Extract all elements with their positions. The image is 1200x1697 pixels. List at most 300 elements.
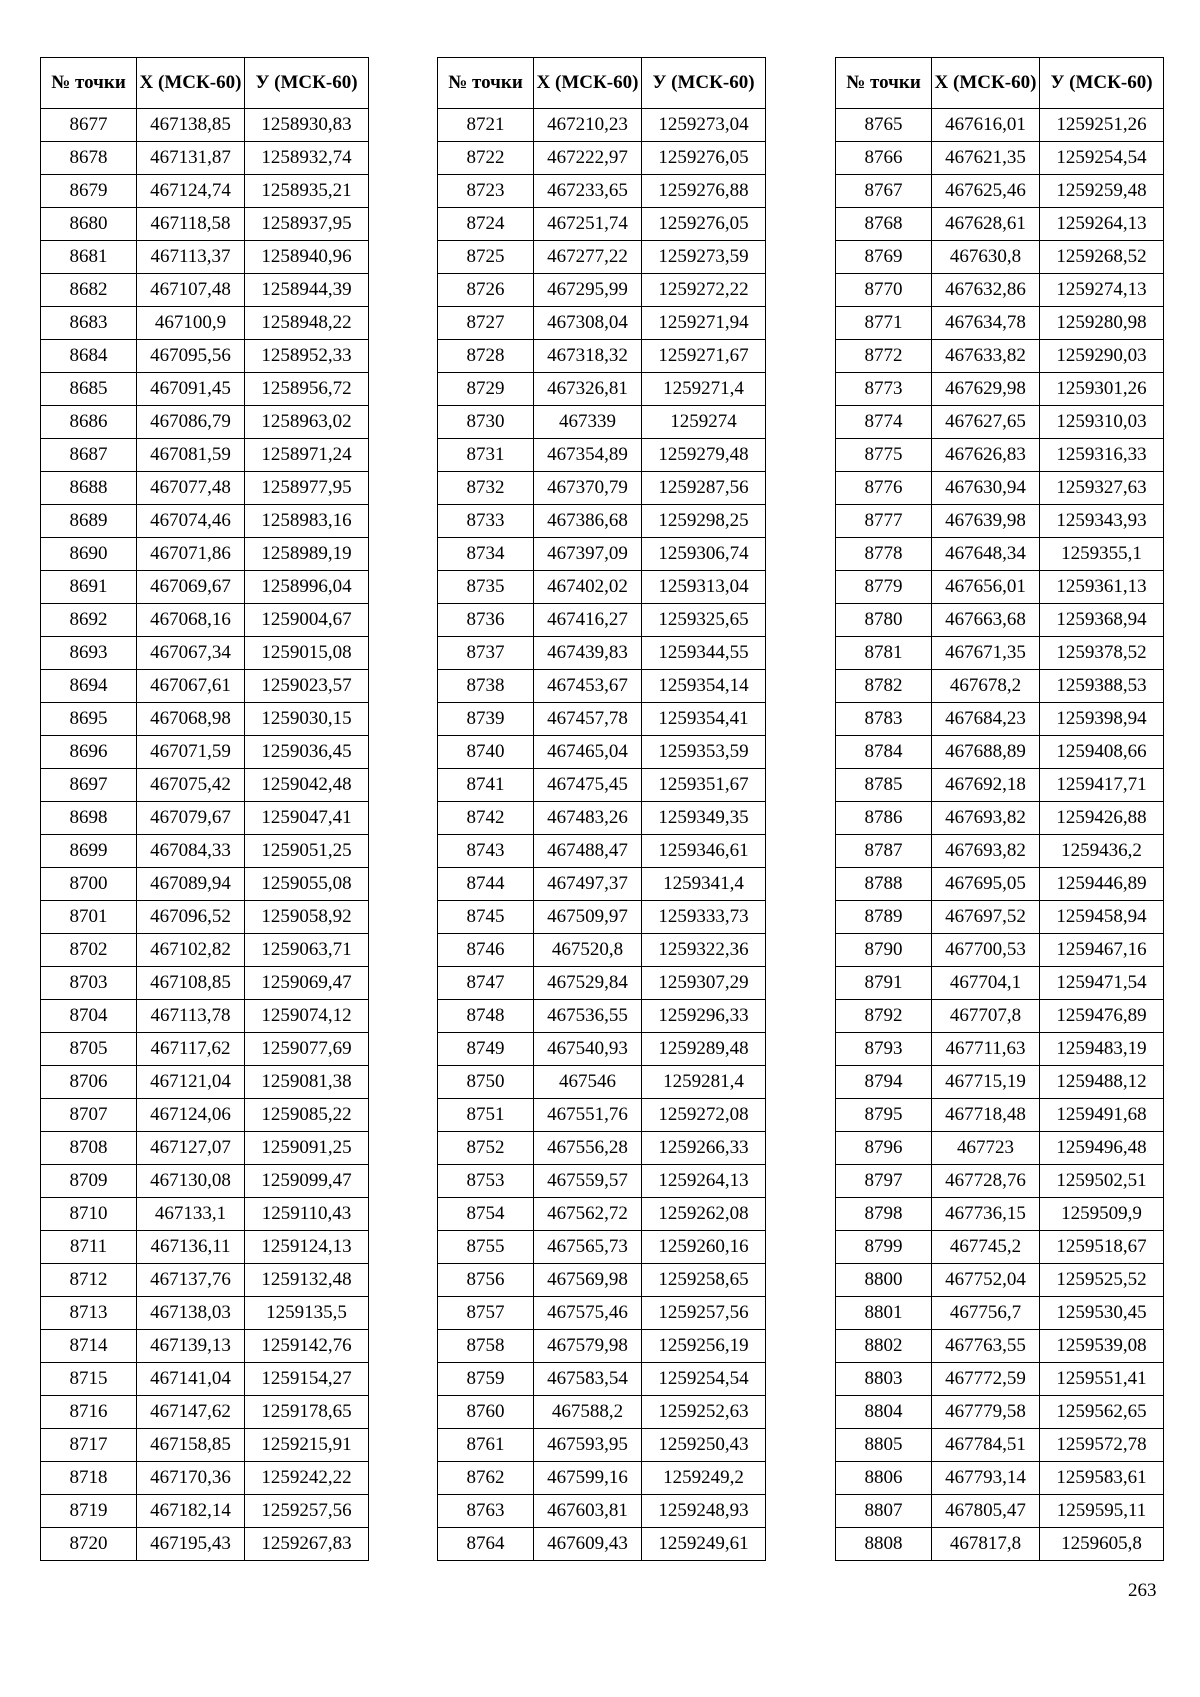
table-row (836, 1165, 1164, 1198)
x-coordinate-cell: 467138,85 (137, 109, 245, 142)
y-coordinate-cell: 1259091,25 (245, 1132, 369, 1165)
y-coordinate-cell: 1259135,5 (245, 1297, 369, 1330)
point-number-cell: 8721 (438, 109, 534, 142)
x-coordinate-cell: 467509,97 (534, 901, 642, 934)
point-number-cell: 8678 (41, 142, 137, 175)
point-number-cell: 8782 (836, 670, 932, 703)
table-row (438, 175, 766, 208)
x-coordinate-cell: 467139,13 (137, 1330, 245, 1363)
y-coordinate-cell: 1259361,13 (1040, 571, 1164, 604)
x-coordinate-cell: 467308,04 (534, 307, 642, 340)
table-row (438, 1198, 766, 1231)
x-coordinate-cell: 467784,51 (932, 1429, 1040, 1462)
point-number-cell: 8681 (41, 241, 137, 274)
y-coordinate-cell: 1259307,29 (642, 967, 766, 1000)
x-coordinate-cell: 467630,8 (932, 241, 1040, 274)
point-number-cell: 8683 (41, 307, 137, 340)
x-coordinate-cell: 467117,62 (137, 1033, 245, 1066)
point-number-cell: 8703 (41, 967, 137, 1000)
y-coordinate-cell: 1259539,08 (1040, 1330, 1164, 1363)
table-row (41, 241, 369, 274)
y-coordinate-cell: 1259030,15 (245, 703, 369, 736)
point-number-cell: 8808 (836, 1528, 932, 1561)
x-coordinate-cell: 467386,68 (534, 505, 642, 538)
point-number-cell: 8774 (836, 406, 932, 439)
point-number-cell: 8690 (41, 538, 137, 571)
table-row (836, 1297, 1164, 1330)
table-row (438, 538, 766, 571)
table-row (438, 703, 766, 736)
point-number-cell: 8714 (41, 1330, 137, 1363)
y-coordinate-cell: 1259259,48 (1040, 175, 1164, 208)
x-coordinate-cell: 467529,84 (534, 967, 642, 1000)
y-coordinate-cell: 1258989,19 (245, 538, 369, 571)
y-coordinate-cell: 1259242,22 (245, 1462, 369, 1495)
y-coordinate-cell: 1258937,95 (245, 208, 369, 241)
y-coordinate-cell: 1259280,98 (1040, 307, 1164, 340)
y-coordinate-cell: 1259074,12 (245, 1000, 369, 1033)
table-row (438, 208, 766, 241)
x-coordinate-cell: 467295,99 (534, 274, 642, 307)
table-row (41, 1462, 369, 1495)
point-number-cell: 8680 (41, 208, 137, 241)
y-coordinate-cell: 1259388,53 (1040, 670, 1164, 703)
table-row (836, 802, 1164, 835)
point-number-cell: 8684 (41, 340, 137, 373)
x-coordinate-cell: 467131,87 (137, 142, 245, 175)
x-coordinate-cell: 467520,8 (534, 934, 642, 967)
table-row (438, 1330, 766, 1363)
y-coordinate-cell: 1259004,67 (245, 604, 369, 637)
point-number-cell: 8729 (438, 373, 534, 406)
table-row (438, 1132, 766, 1165)
point-number-cell: 8787 (836, 835, 932, 868)
table-row (438, 604, 766, 637)
table-row (836, 1198, 1164, 1231)
point-number-cell: 8715 (41, 1363, 137, 1396)
table-row (41, 1363, 369, 1396)
table-row (836, 703, 1164, 736)
table-row (41, 1297, 369, 1330)
point-number-cell: 8788 (836, 868, 932, 901)
coordinates-table-3 (835, 57, 1164, 1561)
x-coordinate-cell: 467763,55 (932, 1330, 1040, 1363)
y-coordinate-cell: 1259306,74 (642, 538, 766, 571)
x-coordinate-cell: 467124,06 (137, 1099, 245, 1132)
point-number-cell: 8697 (41, 769, 137, 802)
table-row (41, 538, 369, 571)
point-number-cell: 8730 (438, 406, 534, 439)
x-coordinate-cell: 467170,36 (137, 1462, 245, 1495)
table-body (836, 109, 1164, 1561)
table-row (836, 373, 1164, 406)
x-coordinate-cell: 467562,72 (534, 1198, 642, 1231)
point-number-cell: 8795 (836, 1099, 932, 1132)
point-number-cell: 8713 (41, 1297, 137, 1330)
table-row (41, 934, 369, 967)
x-coordinate-cell: 467630,94 (932, 472, 1040, 505)
y-coordinate-cell: 1259467,16 (1040, 934, 1164, 967)
y-coordinate-cell: 1259344,55 (642, 637, 766, 670)
table-row (836, 307, 1164, 340)
point-number-cell: 8742 (438, 802, 534, 835)
y-coordinate-cell: 1258983,16 (245, 505, 369, 538)
table-row (836, 670, 1164, 703)
table-row (438, 505, 766, 538)
x-coordinate-cell: 467779,58 (932, 1396, 1040, 1429)
point-number-cell: 8691 (41, 571, 137, 604)
x-coordinate-cell: 467609,43 (534, 1528, 642, 1561)
table-row (836, 142, 1164, 175)
x-coordinate-cell: 467071,59 (137, 736, 245, 769)
table-row (41, 1429, 369, 1462)
x-coordinate-cell: 467069,67 (137, 571, 245, 604)
point-number-cell: 8724 (438, 208, 534, 241)
x-coordinate-cell: 467488,47 (534, 835, 642, 868)
table-row (836, 274, 1164, 307)
y-coordinate-cell: 1259458,94 (1040, 901, 1164, 934)
table-row (41, 802, 369, 835)
x-coordinate-cell: 467556,28 (534, 1132, 642, 1165)
y-coordinate-cell: 1259436,2 (1040, 835, 1164, 868)
x-coordinate-cell: 467718,48 (932, 1099, 1040, 1132)
table-body (41, 109, 369, 1561)
y-coordinate-cell: 1259518,67 (1040, 1231, 1164, 1264)
x-coordinate-cell: 467354,89 (534, 439, 642, 472)
point-number-cell: 8708 (41, 1132, 137, 1165)
point-number-cell: 8769 (836, 241, 932, 274)
table-row (836, 1000, 1164, 1033)
y-coordinate-cell: 1259248,93 (642, 1495, 766, 1528)
header-x-coordinate: X (МСК-60) (534, 58, 642, 109)
y-coordinate-cell: 1259051,25 (245, 835, 369, 868)
y-coordinate-cell: 1259354,14 (642, 670, 766, 703)
table-row (836, 208, 1164, 241)
y-coordinate-cell: 1259274,13 (1040, 274, 1164, 307)
y-coordinate-cell: 1259298,25 (642, 505, 766, 538)
point-number-cell: 8784 (836, 736, 932, 769)
y-coordinate-cell: 1259351,67 (642, 769, 766, 802)
y-coordinate-cell: 1259509,9 (1040, 1198, 1164, 1231)
y-coordinate-cell: 1259605,8 (1040, 1528, 1164, 1561)
x-coordinate-cell: 467697,52 (932, 901, 1040, 934)
point-number-cell: 8702 (41, 934, 137, 967)
point-number-cell: 8803 (836, 1363, 932, 1396)
table-row (41, 571, 369, 604)
y-coordinate-cell: 1258952,33 (245, 340, 369, 373)
table-row (41, 340, 369, 373)
y-coordinate-cell: 1259264,13 (642, 1165, 766, 1198)
table-row (41, 307, 369, 340)
point-number-cell: 8786 (836, 802, 932, 835)
point-number-cell: 8722 (438, 142, 534, 175)
table-row (41, 274, 369, 307)
point-number-cell: 8727 (438, 307, 534, 340)
point-number-cell: 8797 (836, 1165, 932, 1198)
point-number-cell: 8706 (41, 1066, 137, 1099)
x-coordinate-cell: 467210,23 (534, 109, 642, 142)
table-row (836, 1132, 1164, 1165)
point-number-cell: 8768 (836, 208, 932, 241)
x-coordinate-cell: 467077,48 (137, 472, 245, 505)
table-row (41, 472, 369, 505)
table-row (438, 1066, 766, 1099)
point-number-cell: 8689 (41, 505, 137, 538)
y-coordinate-cell: 1259055,08 (245, 868, 369, 901)
y-coordinate-cell: 1259355,1 (1040, 538, 1164, 571)
table-row (41, 769, 369, 802)
coordinates-table-2 (437, 57, 766, 1561)
x-coordinate-cell: 467704,1 (932, 967, 1040, 1000)
table-row (438, 1165, 766, 1198)
x-coordinate-cell: 467588,2 (534, 1396, 642, 1429)
point-number-cell: 8743 (438, 835, 534, 868)
table-row (836, 604, 1164, 637)
point-number-cell: 8763 (438, 1495, 534, 1528)
y-coordinate-cell: 1259322,36 (642, 934, 766, 967)
table-row (438, 1495, 766, 1528)
table-row (41, 1264, 369, 1297)
table-row (41, 835, 369, 868)
point-number-cell: 8754 (438, 1198, 534, 1231)
point-number-cell: 8756 (438, 1264, 534, 1297)
y-coordinate-cell: 1259262,08 (642, 1198, 766, 1231)
point-number-cell: 8757 (438, 1297, 534, 1330)
x-coordinate-cell: 467583,54 (534, 1363, 642, 1396)
table-row (836, 505, 1164, 538)
x-coordinate-cell: 467127,07 (137, 1132, 245, 1165)
table-row (41, 1000, 369, 1033)
point-number-cell: 8735 (438, 571, 534, 604)
y-coordinate-cell: 1259333,73 (642, 901, 766, 934)
table-row (438, 769, 766, 802)
y-coordinate-cell: 1259279,48 (642, 439, 766, 472)
y-coordinate-cell: 1259077,69 (245, 1033, 369, 1066)
x-coordinate-cell: 467318,32 (534, 340, 642, 373)
y-coordinate-cell: 1259583,61 (1040, 1462, 1164, 1495)
point-number-cell: 8762 (438, 1462, 534, 1495)
table-header-row (836, 58, 1164, 109)
table-row (836, 1462, 1164, 1495)
x-coordinate-cell: 467138,03 (137, 1297, 245, 1330)
point-number-cell: 8765 (836, 109, 932, 142)
table-row (41, 142, 369, 175)
point-number-cell: 8677 (41, 109, 137, 142)
table-row (438, 1297, 766, 1330)
point-number-cell: 8686 (41, 406, 137, 439)
x-coordinate-cell: 467118,58 (137, 208, 245, 241)
x-coordinate-cell: 467086,79 (137, 406, 245, 439)
table-row (438, 1462, 766, 1495)
y-coordinate-cell: 1259368,94 (1040, 604, 1164, 637)
point-number-cell: 8725 (438, 241, 534, 274)
table-row (836, 967, 1164, 1000)
x-coordinate-cell: 467233,65 (534, 175, 642, 208)
table-row (438, 1363, 766, 1396)
y-coordinate-cell: 1259258,65 (642, 1264, 766, 1297)
point-number-cell: 8723 (438, 175, 534, 208)
y-coordinate-cell: 1259488,12 (1040, 1066, 1164, 1099)
point-number-cell: 8780 (836, 604, 932, 637)
y-coordinate-cell: 1259530,45 (1040, 1297, 1164, 1330)
point-number-cell: 8766 (836, 142, 932, 175)
y-coordinate-cell: 1258932,74 (245, 142, 369, 175)
table-row (41, 1099, 369, 1132)
point-number-cell: 8791 (836, 967, 932, 1000)
table-row (41, 373, 369, 406)
x-coordinate-cell: 467096,52 (137, 901, 245, 934)
y-coordinate-cell: 1258935,21 (245, 175, 369, 208)
x-coordinate-cell: 467540,93 (534, 1033, 642, 1066)
y-coordinate-cell: 1259042,48 (245, 769, 369, 802)
table-row (438, 373, 766, 406)
y-coordinate-cell: 1259327,63 (1040, 472, 1164, 505)
x-coordinate-cell: 467693,82 (932, 835, 1040, 868)
point-number-cell: 8733 (438, 505, 534, 538)
y-coordinate-cell: 1259252,63 (642, 1396, 766, 1429)
table-row (41, 1330, 369, 1363)
y-coordinate-cell: 1259301,26 (1040, 373, 1164, 406)
table-body (438, 109, 766, 1561)
y-coordinate-cell: 1259099,47 (245, 1165, 369, 1198)
table-row (41, 439, 369, 472)
point-number-cell: 8761 (438, 1429, 534, 1462)
point-number-cell: 8773 (836, 373, 932, 406)
point-number-cell: 8783 (836, 703, 932, 736)
x-coordinate-cell: 467793,14 (932, 1462, 1040, 1495)
y-coordinate-cell: 1259178,65 (245, 1396, 369, 1429)
point-number-cell: 8802 (836, 1330, 932, 1363)
x-coordinate-cell: 467663,68 (932, 604, 1040, 637)
y-coordinate-cell: 1259271,67 (642, 340, 766, 373)
point-number-cell: 8764 (438, 1528, 534, 1561)
x-coordinate-cell: 467067,61 (137, 670, 245, 703)
x-coordinate-cell: 467559,57 (534, 1165, 642, 1198)
point-number-cell: 8695 (41, 703, 137, 736)
y-coordinate-cell: 1259257,56 (642, 1297, 766, 1330)
point-number-cell: 8781 (836, 637, 932, 670)
table-row (836, 175, 1164, 208)
x-coordinate-cell: 467251,74 (534, 208, 642, 241)
x-coordinate-cell: 467465,04 (534, 736, 642, 769)
x-coordinate-cell: 467075,42 (137, 769, 245, 802)
point-number-cell: 8731 (438, 439, 534, 472)
x-coordinate-cell: 467628,61 (932, 208, 1040, 241)
table-row (41, 736, 369, 769)
point-number-cell: 8790 (836, 934, 932, 967)
table-row (438, 1396, 766, 1429)
point-number-cell: 8734 (438, 538, 534, 571)
y-coordinate-cell: 1259343,93 (1040, 505, 1164, 538)
y-coordinate-cell: 1259132,48 (245, 1264, 369, 1297)
y-coordinate-cell: 1259260,16 (642, 1231, 766, 1264)
y-coordinate-cell: 1259276,05 (642, 142, 766, 175)
x-coordinate-cell: 467579,98 (534, 1330, 642, 1363)
x-coordinate-cell: 467599,16 (534, 1462, 642, 1495)
y-coordinate-cell: 1259249,61 (642, 1528, 766, 1561)
table-row (438, 274, 766, 307)
table-row (836, 571, 1164, 604)
y-coordinate-cell: 1259471,54 (1040, 967, 1164, 1000)
y-coordinate-cell: 1259085,22 (245, 1099, 369, 1132)
y-coordinate-cell: 1259124,13 (245, 1231, 369, 1264)
x-coordinate-cell: 467772,59 (932, 1363, 1040, 1396)
x-coordinate-cell: 467688,89 (932, 736, 1040, 769)
x-coordinate-cell: 467656,01 (932, 571, 1040, 604)
table-row (41, 208, 369, 241)
table-row (836, 1363, 1164, 1396)
point-number-cell: 8688 (41, 472, 137, 505)
point-number-cell: 8753 (438, 1165, 534, 1198)
point-number-cell: 8798 (836, 1198, 932, 1231)
y-coordinate-cell: 1258930,83 (245, 109, 369, 142)
y-coordinate-cell: 1259572,78 (1040, 1429, 1164, 1462)
x-coordinate-cell: 467108,85 (137, 967, 245, 1000)
table-row (438, 802, 766, 835)
y-coordinate-cell: 1259047,41 (245, 802, 369, 835)
table-row (438, 736, 766, 769)
point-number-cell: 8771 (836, 307, 932, 340)
table-row (836, 637, 1164, 670)
y-coordinate-cell: 1259287,56 (642, 472, 766, 505)
table-row (41, 868, 369, 901)
y-coordinate-cell: 1259341,4 (642, 868, 766, 901)
table-row (836, 934, 1164, 967)
point-number-cell: 8711 (41, 1231, 137, 1264)
x-coordinate-cell: 467805,47 (932, 1495, 1040, 1528)
point-number-cell: 8710 (41, 1198, 137, 1231)
point-number-cell: 8759 (438, 1363, 534, 1396)
x-coordinate-cell: 467130,08 (137, 1165, 245, 1198)
point-number-cell: 8755 (438, 1231, 534, 1264)
x-coordinate-cell: 467079,67 (137, 802, 245, 835)
x-coordinate-cell: 467632,86 (932, 274, 1040, 307)
table-row (438, 967, 766, 1000)
x-coordinate-cell: 467397,09 (534, 538, 642, 571)
y-coordinate-cell: 1259267,83 (245, 1528, 369, 1561)
y-coordinate-cell: 1259063,71 (245, 934, 369, 967)
y-coordinate-cell: 1259398,94 (1040, 703, 1164, 736)
x-coordinate-cell: 467626,83 (932, 439, 1040, 472)
x-coordinate-cell: 467141,04 (137, 1363, 245, 1396)
x-coordinate-cell: 467671,35 (932, 637, 1040, 670)
x-coordinate-cell: 467715,19 (932, 1066, 1040, 1099)
y-coordinate-cell: 1259276,05 (642, 208, 766, 241)
point-number-cell: 8752 (438, 1132, 534, 1165)
point-number-cell: 8709 (41, 1165, 137, 1198)
table-row (836, 868, 1164, 901)
point-number-cell: 8744 (438, 868, 534, 901)
point-number-cell: 8720 (41, 1528, 137, 1561)
x-coordinate-cell: 467071,86 (137, 538, 245, 571)
point-number-cell: 8793 (836, 1033, 932, 1066)
y-coordinate-cell: 1259426,88 (1040, 802, 1164, 835)
y-coordinate-cell: 1258956,72 (245, 373, 369, 406)
table-row (438, 439, 766, 472)
y-coordinate-cell: 1259069,47 (245, 967, 369, 1000)
point-number-cell: 8806 (836, 1462, 932, 1495)
table-row (41, 1528, 369, 1561)
point-number-cell: 8739 (438, 703, 534, 736)
y-coordinate-cell: 1259551,41 (1040, 1363, 1164, 1396)
x-coordinate-cell: 467616,01 (932, 109, 1040, 142)
y-coordinate-cell: 1259562,65 (1040, 1396, 1164, 1429)
table-row (41, 406, 369, 439)
table-row (41, 670, 369, 703)
y-coordinate-cell: 1259268,52 (1040, 241, 1164, 274)
x-coordinate-cell: 467648,34 (932, 538, 1040, 571)
x-coordinate-cell: 467081,59 (137, 439, 245, 472)
